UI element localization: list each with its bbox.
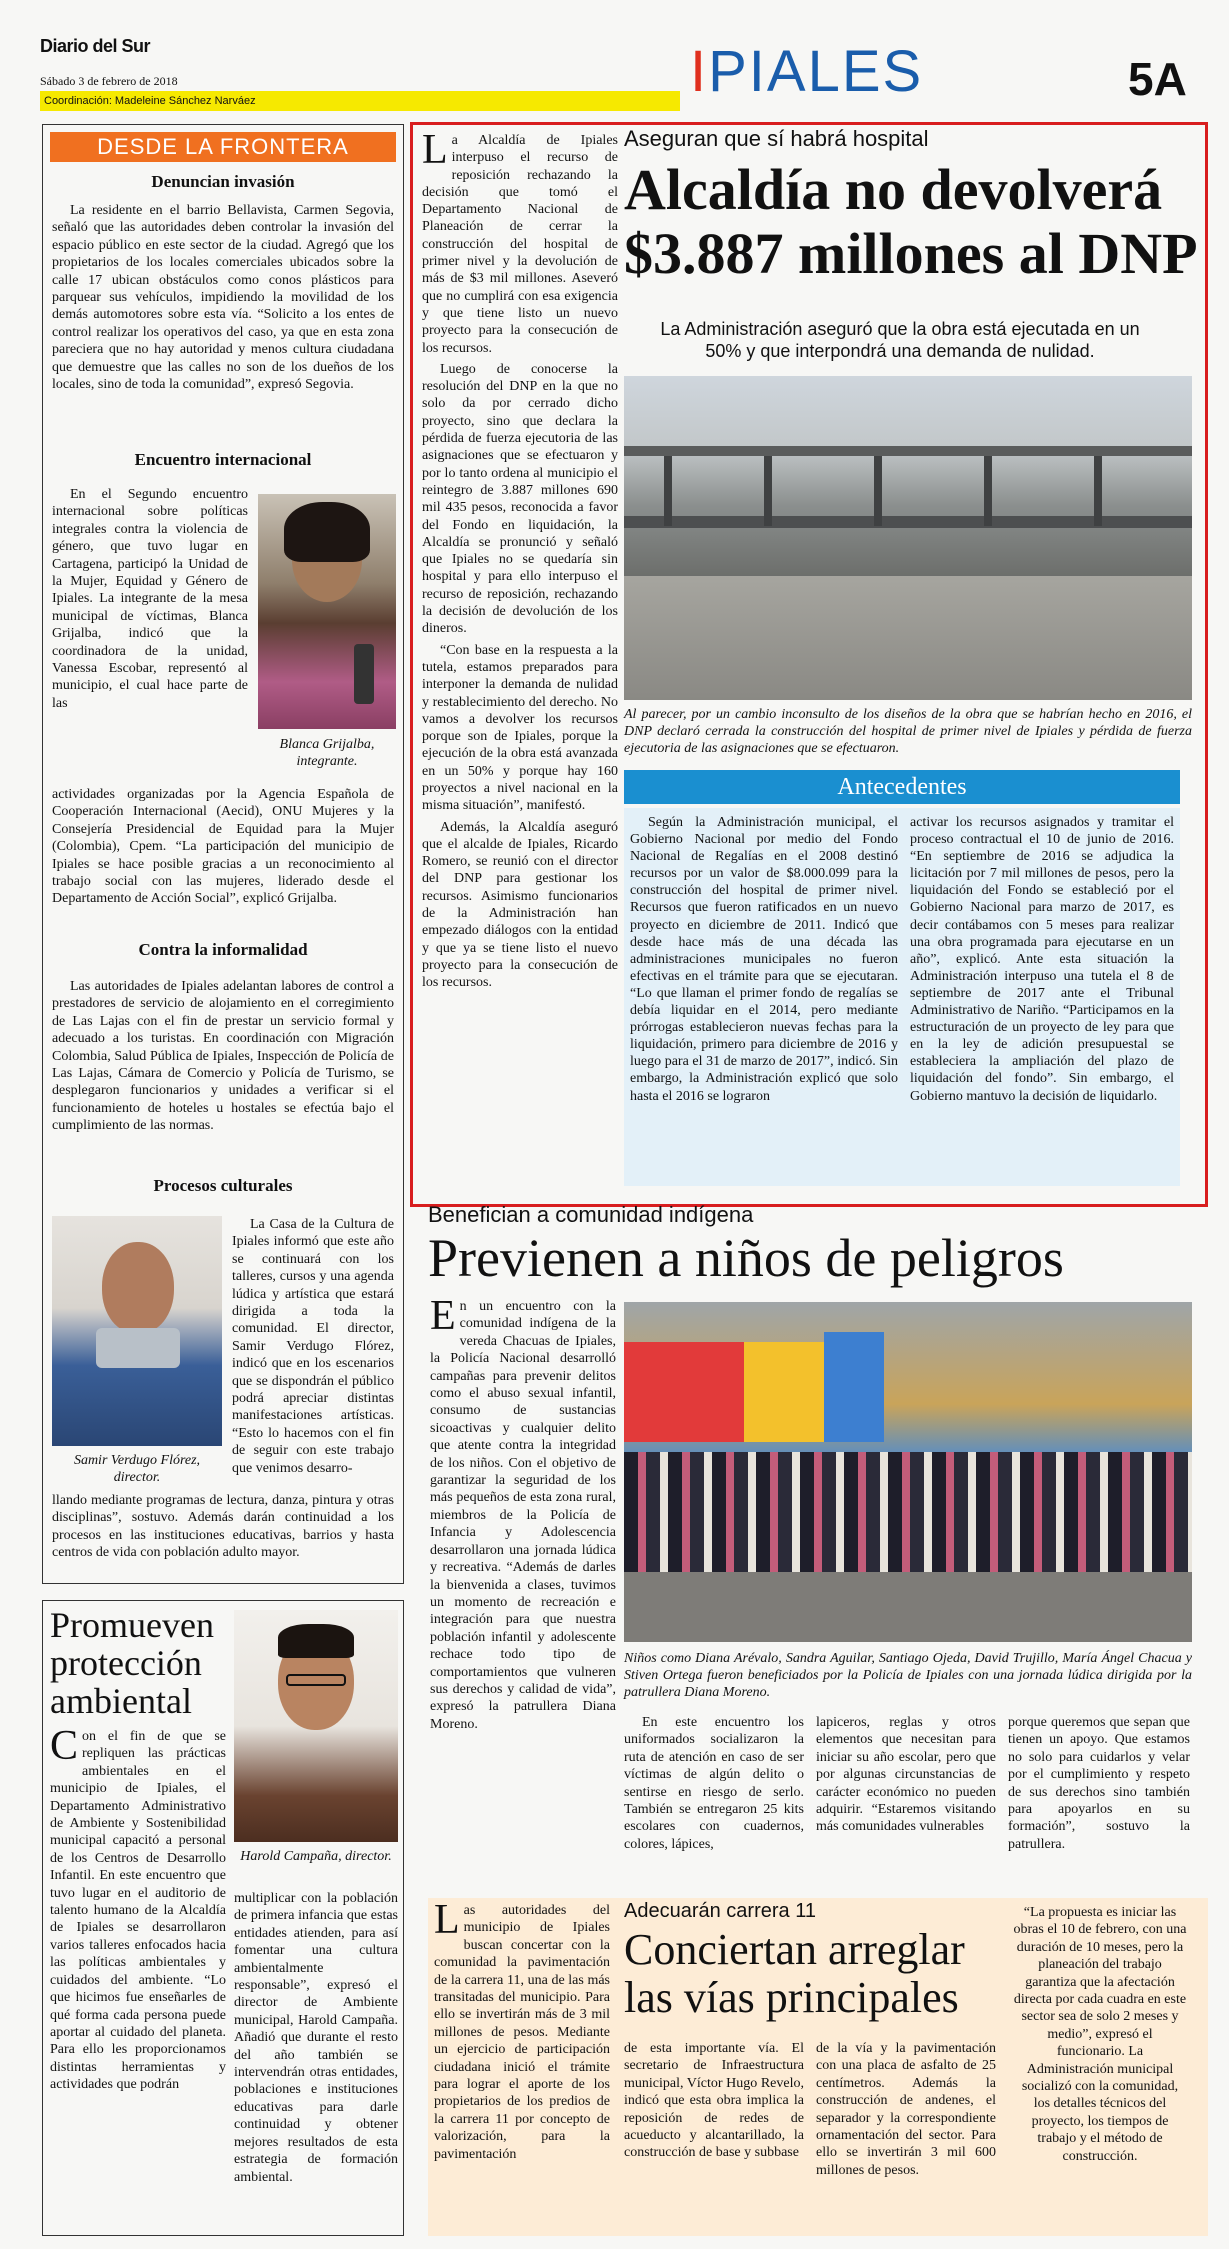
frontera-paragraph-3: Las autoridades de Ipiales adelantan labores de control a prestadores de servicio de alojamiento en el corregimiento de Las Lajas con el fin de prestar un servicio formal y adecuado a los turistas. En coordinación con Migración Colombia, Salud Pública de Ipiales, Inspección de Policía de Las Lajas, Cámara de Comercio y Policía de Turismo, se desplegaron funcionarios y unidades a verificar si el funcionamiento de hoteles u hostales se efectúa bajo el cumplimiento de las normas. [52, 979, 394, 1134]
issue-date: Sábado 3 de febrero de 2018 [40, 74, 178, 88]
ninos-col-1 [624, 1714, 804, 1857]
carrera-col-3 [816, 2040, 996, 2183]
ninos-col-2-text: lapiceros, reglas y otros elementos que necesitan para iniciar su año escolar, pero que por algunas circunstancias de carácter económico no pueden adquirir. “Estaremos visitando más comunidades vulnerables [816, 1715, 996, 1835]
frontera-subhead-3: Contra la informalidad [138, 940, 308, 959]
hospital-deck: La Administración aseguró que la obra está ejecutada en un 50% y que interpondrá una demanda de nulidad. [660, 319, 1140, 361]
section-title-rest: PIALES [708, 39, 924, 104]
antecedentes-banner: Antecedentes [624, 770, 1180, 804]
frontera-subhead-2: Encuentro internacional [134, 450, 312, 469]
ninos-paragraph: n un encuentro con la comunidad indígena de la vereda Chacuas de Ipiales, la Policía Nacional desarrolló campañas para prevenir delitos como el abuso sexual infantil, consumo de sustancias sicoactivas y cualquier delito que atente contra la integridad de los niños. Con el objetivo de garantizar la seguridad de los más pequeños de esta zona rural, miembros de la Policía de Infancia y Adolescencia desarrollaron una jornada lúdica y recreativa. “Además de darles la bienvenida a clases, tuvimos un momento de recreación e integración para que nuestra población infantil y adolescente rechace todo tipo de comportamientos que vulneren sus derechos y calidad de vida”, expresó la patrullera Diana Moreno. [430, 1299, 616, 1732]
section-title [690, 40, 923, 104]
frontera-paragraph-2a: En el Segundo encuentro internacional sobre políticas integrales contra la violencia de género, que tuvo lugar en Cartagena, participó la Unidad de la Mujer, Equidad y Género de Ipiales. La integrante de la mesa municipal de víctimas, Blanca Grijalba, indicó que la coordinadora de la unidad, Vanessa Escobar, representó al municipio, el cual hace parte de las [52, 487, 248, 711]
promueven-col-2 [234, 1890, 398, 2190]
ninos-col-2 [816, 1714, 996, 1840]
frontera-paragraph-2b: actividades organizadas por la Agencia Española de Cooperación Internacional (Aecid), ONU Mujeres y la Consejería Presidencial de Equidad para la Mujer (Colombia), Cpem. “La participación del municipio de Ipiales se hace posible gracias a un reconocimiento al trabajo social con las mujeres, liderado desde el Departamento de Acción Social”, explicó Grijalba. [52, 787, 394, 907]
promueven-paragraph-1: on el fin de que se repliquen las prácticas ambientales en el municipio de Ipiales, el Departamento Administrativo de Ambiente y Sostenibilidad municipal capacitó a personal de los Centros de Desarrollo Infantil. En este encuentro que tuvo lugar en el auditorio de talento humano de la Alcaldía de Ipiales se desarrollaron varios talleres enfocados hacia las políticas ambientales y cuidados del ambiente. “Lo que hicimos fue enseñarles de qué forma cada persona puede aportar al cuidado del planeta. Para ello les proporcionamos distintas herramientas y actividades que podrán [50, 1729, 226, 2093]
ninos-body-column [430, 1293, 616, 1737]
coordination-bar: Coordinación: Madeleine Sánchez Narváez [40, 91, 680, 111]
frontera-text-2b [52, 786, 394, 912]
hospital-headline-line-2: $3.887 millones al DNP [624, 221, 1198, 286]
frontera-text-4b [52, 1492, 394, 1566]
frontera-text-4a [232, 1216, 394, 1481]
hospital-paragraph-1: a Alcaldía de Ipiales interpuso el recurso de reposición rechazando la decisión que tomó el Departamento Nacional de Planeación de cerrar la construcción del hospital de primer nivel y la devolución de más de $3 mil millones. Aseveró que no cumplirá con esa exigencia y que tiene listo un nuevo proyecto para la consecución de los recursos. [422, 133, 618, 356]
ninos-col-3-text: porque queremos que sepan que tienen un apoyo. Que estamos no solo para cuidarlos y velar por el cumplimiento y respeto de sus derechos sino también para apoyarlos en su formación”, sostuvo la patrullera. [1008, 1715, 1190, 1852]
hospital-headline [624, 158, 1204, 286]
hospital-photo-caption: Al parecer, por un cambio inconsulto de los diseños de la obra que se habrían hecho en 2016, el DNP declaró cerrada la construcción del hospital de primer nivel de Ipiales y pérdida de fuerza ejecutoria de las asignaciones que se efectuaron. [624, 707, 1192, 756]
promueven-dropcap: C [50, 1723, 79, 1769]
harold-caption: Harold Campaña, director. [240, 1849, 392, 1864]
carrera-col-4 [1012, 1904, 1188, 2169]
blanca-grijalba-photo [258, 494, 396, 729]
ninos-kicker: Benefician a comunidad indígena [428, 1202, 754, 1227]
promueven-col-1 [50, 1723, 226, 2098]
hospital-dropcap: L [422, 127, 448, 173]
carrera-kicker: Adecuarán carrera 11 [624, 1900, 816, 1922]
carrera-paragraph-1: as autoridades del municipio de Ipiales buscan concertar con la comunidad la pavimentación de la carrera 11, una de las más transitadas del municipio. Para ello se invertirán más de 3 mil millones de pesos. Mediante un ejercicio de participación ciudadana inició el trámite para lograr el aporte de los propietarios de los predios de la carrera 11 por concepto de valorización, para la pavimentación [434, 1903, 610, 2162]
ninos-dropcap: E [430, 1293, 456, 1339]
ninos-photo-caption: Niños como Diana Arévalo, Sandra Aguilar, Santiago Ojeda, David Trujillo, María Ángel Chacua y Stiven Ortega fueron beneficiados por la Policía de Ipiales con una jornada lúdica dirigida por la patrullera Diana Moreno. [624, 1651, 1192, 1700]
hospital-headline-line-1: Alcaldía no devolverá [624, 157, 1163, 222]
antecedentes-right [910, 814, 1174, 1109]
carrera-paragraph-3: de la vía y la pavimentación con una placa de asfalto de 25 centímetros. Además la construcción de andenes, el separador y la correspondiente ornamentación del sector. Para ello se invertirán 3 mil 600 millones de pesos. [816, 2041, 996, 2178]
frontera-text-1 [52, 202, 394, 397]
samir-caption: Samir Verdugo Flórez, director. [73, 1453, 201, 1485]
frontera-paragraph-1: La residente en el barrio Bellavista, Carmen Segovia, señaló que las autoridades deben controlar la invasión del espacio público en este sector de la ciudad. Agregó que los propietarios de los locales comerciales ubicados sobre la calle 17 ubican obstáculos como conos plásticos para parquear sus vehículos, impidiendo la movilidad de los demás automotores sobre esta vía. “Solicito a los entes de control realizar los operativos del caso, ya que en esta zona pareciera que no hay autoridad y menos cultura ciudadana que demuestre que las calles no son de los dueños de los locales, sino de toda la comunidad”, expresó Segovia. [52, 203, 394, 393]
frontera-text-3 [52, 978, 394, 1139]
hospital-paragraph-2: Luego de conocerse la resolución del DNP en la que no solo da por cerrado dicho proyecto, sino que declara la pérdida de fuerza ejecutoria de las asignaciones que se efectuaron y por lo tanto ordena al municipio el reintegro de 3.887 millones 690 mil 435 pesos, reconocida a favor del Fondo en liquidación, la Alcaldía se pronunció y señaló que Ipiales no se quedaría sin hospital y para ello interpuso el recurso de reposición, rechazando la decisión de devolución de los dineros. [422, 361, 618, 637]
hospital-paragraph-4: Además, la Alcaldía aseguró que el alcalde de Ipiales, Ricardo Romero, se reunió con el director del DNP para gestionar los recursos. Asimismo funcionarios de la Administración han empezado diálogos con la entidad y que ya se tiene listo el nuevo proyecto para la consecución de los recursos. [422, 819, 618, 991]
frontera-text-2a [52, 486, 248, 716]
ninos-group-photo [624, 1302, 1192, 1642]
carrera-col-2 [624, 2040, 804, 2166]
hospital-kicker: Aseguran que sí habrá hospital [624, 126, 929, 151]
hospital-paragraph-3: “Con base en la respuesta a la tutela, estamos preparados para interponer la demanda de nulidad y restablecimiento del derecho. No vamos a devolver los recursos porque son de Ipiales, porque la ejecución de la obra está avanzada en un 50% y porque hay 160 proyectos a nivel nacional en la misma situación”, manifestó. [422, 642, 618, 814]
hospital-construction-photo [624, 376, 1192, 700]
carrera-dropcap: L [434, 1897, 460, 1943]
carrera-paragraph-4: “La propuesta es iniciar las obras el 10 de febrero, con una duración de 10 meses, pero la planeación del trabajo garantiza que la afectación directa por cada cuadra en este sector sea de solo 2 meses y medio”, expresó el funcionario. La Administración municipal socializó con la comunidad, los detalles técnicos del proyecto, los tiempos de trabajo y el método de construcción. [1013, 1905, 1187, 2164]
promueven-paragraph-2: multiplicar con la población de primera infancia que estas entidades atienden, para así fomentar una cultura ambientalmente responsable”, expresó el director de Ambiente municipal, Harold Campaña. Añadió que durante el resto del año también se intervendrán otras entidades, poblaciones e instituciones educativas para darle continuidad y obtener mejores resultados de esta estrategia de formación ambiental. [234, 1891, 398, 2185]
page-number: 5A [1128, 53, 1187, 105]
ninos-headline: Previenen a niños de peligros [428, 1228, 1064, 1288]
frontera-paragraph-4a: La Casa de la Cultura de Ipiales informó que este año se continuará con los talleres, cursos y una agenda lúdica y artística que estará dirigida a toda la comunidad. El director, Samir Verdugo Flórez, indicó que en los escenarios que se dispondrán el público podrá apreciar distintas manifestaciones artísticas. “Esto lo hacemos con el fin de seguir con este trabajo que venimos desarro- [232, 1217, 394, 1476]
samir-verdugo-photo [52, 1216, 222, 1446]
frontera-paragraph-4b: llando mediante programas de lectura, danza, pintura y otras disciplinas”, sostuvo. Además darán continuidad a los procesos en las instituciones educativas, barrios y hasta centros de vida con población adulto mayor. [52, 1493, 394, 1561]
ninos-col-1-text: En este encuentro los uniformados socializaron la ruta de atención en caso de ser víctimas de algún delito o sentirse en riesgo de serlo. También se entregaron 25 kits escolares con cuadernos, colores, lápices, [624, 1715, 804, 1852]
section-title-initial: I [690, 39, 709, 104]
carrera-paragraph-2: de esta importante vía. El secretario de Infraestructura municipal, Víctor Hugo Revelo, indicó que esta obra implica la reposición de redes de acueducto y alcantarillado, la construcción de base y subbase [624, 2041, 804, 2161]
antecedentes-right-text: activar los recursos asignados y tramitar el proceso contractual el 10 de junio de 2016. “En septiembre de 2016 se adjudica la licitación por 7 mil millones de pesos, pero la liquidación del Fondo se estableció por el Gobierno Nacional para marzo de 2017, es decir contábamos con 5 meses para realizar una obra programada para ejecutarse en un año”, explicó. Ante esta situación la Administración interpuso una tutela el 8 de septiembre de 2017 ante el Tribunal Administrativo de Nariño. “Participamos en la estructuración de un proyecto de ley para que en la ley de adición presupuestal se estableciera la ampliación del plazo de liquidación del fondo”. Sin embargo, el Gobierno mantuvo la decisión de liquidarlo. [910, 815, 1174, 1104]
carrera-col-1 [434, 1897, 610, 2167]
promueven-headline: Promueven protección ambiental [50, 1605, 214, 1721]
carrera-headline: Conciertan arreglar las vías principales [624, 1925, 965, 2022]
ninos-col-3 [1008, 1714, 1190, 1857]
frontera-banner: DESDE LA FRONTERA [50, 132, 396, 162]
newspaper-name: Diario del Sur [40, 36, 151, 56]
antecedentes-left-text: Según la Administración municipal, el Gobierno Nacional por medio del Fondo Nacional de Regalías en el 2008 destinó recursos por un valor de $8.000.099 para la construcción del hospital de primer nivel. Recursos que fueron ratificados en un nuevo proyecto en diciembre de 2011. Indicó que desde hace más de una década las administraciones municipales no fueron efectivas en el trámite para que se ejecutaran. “Lo que llaman el primer fondo de regalías se debía liquidar en el 2014, pero mediante prórrogas establecieron nuevas fechas para la liquidación, primero para diciembre de 2016 y luego para el 31 de marzo de 2017”, indicó. Sin embargo, la Administración explicó que solo hasta el 2016 se lograron [630, 815, 898, 1104]
frontera-subhead-1: Denuncian invasión [151, 172, 295, 191]
hospital-body-column [422, 127, 618, 996]
harold-campana-photo [234, 1610, 398, 1842]
blanca-caption: Blanca Grijalba, integrante. [279, 737, 375, 769]
frontera-subhead-4: Procesos culturales [153, 1176, 293, 1195]
antecedentes-left [630, 814, 898, 1109]
